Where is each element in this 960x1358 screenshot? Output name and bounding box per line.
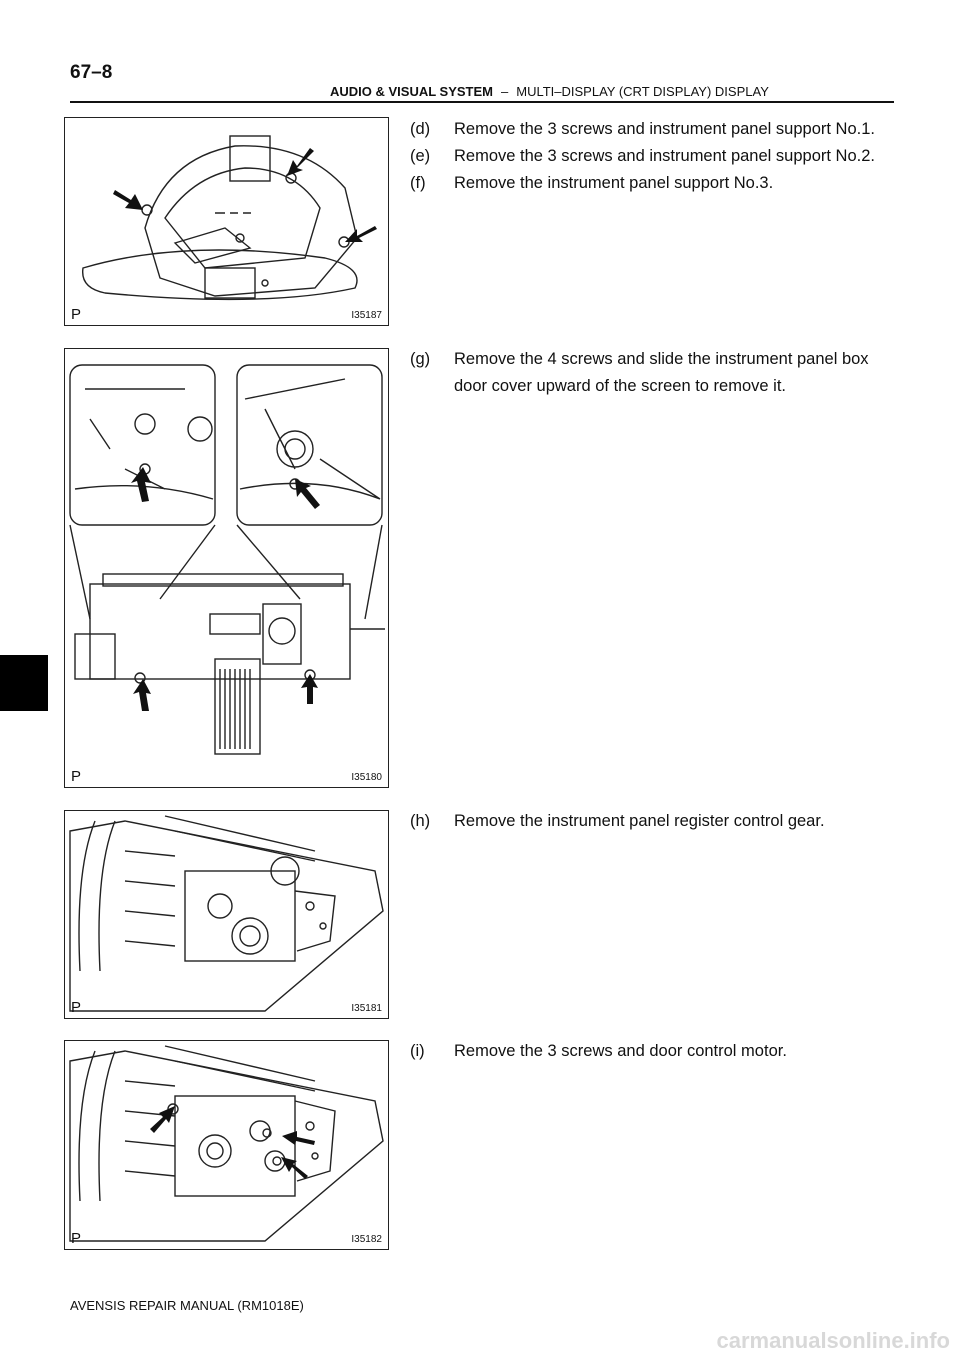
figure-code: I35187 bbox=[351, 310, 382, 321]
figure-label: P bbox=[71, 999, 82, 1016]
step-letter: (i) bbox=[410, 1042, 425, 1060]
step-text: Remove the 4 screws and slide the instrument panel box door cover upward of the screen to remove it. bbox=[454, 350, 869, 395]
figure-code: I35181 bbox=[351, 1003, 382, 1014]
header-separator: – bbox=[501, 84, 509, 99]
figure-label: P bbox=[71, 306, 82, 323]
figure-door-cover-removal bbox=[64, 348, 389, 788]
page-number: 67–8 bbox=[70, 62, 113, 83]
figure-support-removal bbox=[64, 117, 389, 326]
header-rule bbox=[70, 101, 894, 103]
step-text: Remove the 3 screws and door control motor. bbox=[454, 1042, 787, 1060]
footer-text: AVENSIS REPAIR MANUAL (RM1018E) bbox=[70, 1298, 304, 1313]
step-letter: (d) bbox=[410, 120, 431, 138]
section-title: AUDIO & VISUAL SYSTEM bbox=[330, 84, 494, 99]
figure-door-motor bbox=[64, 1040, 389, 1250]
illustration-door-motor bbox=[65, 1041, 389, 1250]
chapter-tab bbox=[0, 655, 48, 711]
illustration-support-brackets bbox=[65, 118, 389, 326]
step-text: Remove the 3 screws and instrument panel support No.2. bbox=[454, 147, 875, 165]
step-letter: (f) bbox=[410, 174, 426, 192]
step-letter: (e) bbox=[410, 147, 431, 165]
step-letter: (g) bbox=[410, 350, 431, 368]
step-text: Remove the 3 screws and instrument panel support No.1. bbox=[454, 120, 875, 138]
watermark-text: carmanualsonline.info bbox=[716, 1328, 950, 1353]
figure-control-gear bbox=[64, 810, 389, 1019]
step-text: Remove the instrument panel support No.3. bbox=[454, 174, 774, 192]
figure-code: I35182 bbox=[351, 1234, 382, 1245]
figure-label: P bbox=[71, 1230, 82, 1247]
figure-label: P bbox=[71, 768, 82, 785]
section-header bbox=[330, 84, 769, 99]
figure-code: I35180 bbox=[351, 772, 382, 783]
step-text: Remove the instrument panel register control gear. bbox=[454, 812, 825, 830]
watermark bbox=[680, 1318, 960, 1358]
step-letter: (h) bbox=[410, 812, 431, 830]
illustration-door-cover-screws bbox=[65, 349, 389, 788]
illustration-register-gear bbox=[65, 811, 389, 1019]
section-subtitle: MULTI–DISPLAY (CRT DISPLAY) DISPLAY bbox=[516, 84, 769, 99]
